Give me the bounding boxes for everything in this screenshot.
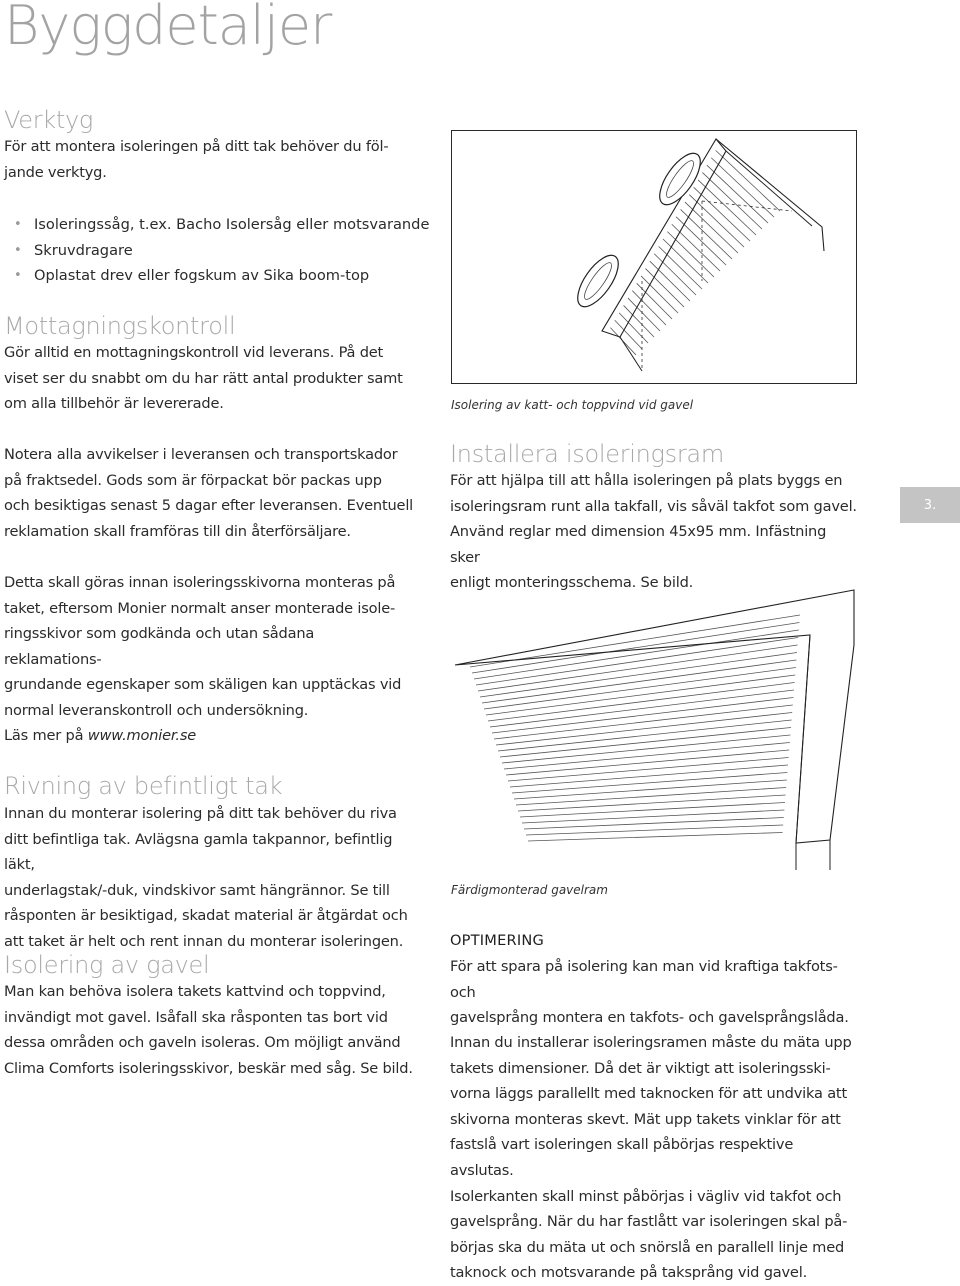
board-line — [482, 660, 796, 703]
board-line — [504, 743, 790, 770]
gable-roof-illustration — [452, 131, 856, 383]
mottagning-paragraph-1: Gör alltid en mottagningskontroll vid leverans. På det viset ser du snabbt om du har rätt antal produkter samt om alla tillbehör är levererade. — [4, 344, 403, 413]
figure-1-caption: Isolering av katt- och toppvind vid gavel — [451, 398, 694, 412]
board-line — [663, 239, 708, 283]
board-line — [650, 261, 690, 301]
board-line — [676, 217, 726, 265]
rivning-paragraph: Innan du monterar isolering på ditt tak behöver du riva ditt befintliga tak. Avlägsna gamla takpannor, befintlig läkt, underlagstak/-duk, vindskivor samt hängrännor. Se till råsponten är besiktigad, skadat material är åtgärdat och att taket är helt och rent innan du monterar isoleringen. — [4, 805, 408, 950]
board-line — [508, 758, 789, 782]
board-line — [716, 150, 780, 211]
list-item: • Isoleringssåg, t.ex. Bacho Isolersåg eller motsvarande — [14, 212, 429, 238]
gable-insulation-figure — [451, 130, 857, 384]
board-line — [702, 173, 762, 229]
board-line — [645, 269, 684, 307]
board-line — [667, 232, 714, 277]
chapter-tab: 3. — [900, 487, 960, 523]
mottagning-heading: Mottagningskontroll — [4, 312, 236, 340]
optimering-paragraph-1: För att spara på isolering kan man vid kraftiga takfots- och gavelsprång montera en takfots- och gavelsprångslåda. — [450, 958, 849, 1027]
board-line — [672, 224, 720, 271]
vent-icon — [570, 249, 626, 313]
gable-frame-illustration — [450, 585, 860, 870]
board-line — [494, 705, 793, 739]
mottagning-paragraph-2: Notera alla avvikelser i leveransen och transportskador på fraktsedel. Gods som är förpackat bör packas upp och besiktigas senast 5 dagar efter leveransen. Eventuell reklamation skall framföras till din återförsäljare. — [4, 446, 414, 540]
board-line — [698, 180, 756, 235]
board-line — [510, 765, 788, 787]
figure-2-caption: Färdigmonterad gavelram — [451, 883, 608, 897]
gavel-heading: Isolering av gavel — [4, 951, 210, 979]
board-line — [472, 623, 799, 674]
board-line — [500, 728, 791, 758]
board-line — [707, 165, 768, 223]
list-item: • Oplastat drev eller fogskum av Sika boom-top — [14, 263, 429, 289]
optimering-paragraph-2: Innan du installerar isoleringsramen måste du mäta upp takets dimensioner. Då det är viktigt att isoleringsski- vorna läggs parallellt med taknocken för att undvika att skivorna monteras skevt. Mät upp takets vinklar för att fastslå vart isoleringen skall påbörjas respektive avslutas. Isolerkanten skall minst påbörjas i vägliv vid takfot och gavelsprång. När du har fastlått var isoleringen skal på- börjas ska du mäta ut och snörslå en parallell linje med taknock och motsvarande på taksprång vid gavel. — [450, 1034, 852, 1282]
board-line — [659, 246, 702, 289]
board-line — [474, 630, 799, 679]
board-line — [520, 803, 785, 818]
read-more: Läs mer på www.monier.se — [4, 727, 197, 744]
page-title: Byggdetaljer — [4, 0, 332, 57]
board-line — [619, 313, 648, 343]
board-line — [615, 320, 642, 349]
verktyg-heading: Verktyg — [4, 106, 94, 134]
board-line — [641, 276, 678, 313]
monier-link[interactable]: www.monier.se — [87, 727, 197, 744]
board-line — [476, 638, 798, 686]
vent-icon — [652, 147, 708, 211]
tools-list — [14, 212, 429, 289]
gavel-paragraph: Man kan behöva isolera takets kattvind och toppvind, invändigt mot gavel. Isåfall ska råsponten tas bort vid dessa områden och gaveln isoleras. Om möjligt använd Clima Comforts isoleringsskivor, beskär med såg. Se bild. — [4, 983, 413, 1077]
rivning-heading: Rivning av befintligt tak — [4, 772, 283, 800]
optimering-heading: OPTIMERING — [450, 932, 544, 949]
board-line — [506, 750, 789, 775]
board-line — [624, 305, 654, 337]
board-line — [654, 254, 696, 295]
board-line — [496, 713, 792, 746]
board-line — [492, 698, 793, 734]
isoleringsram-paragraph: För att hjälpa till att hålla isoleringen på plats byggs en isoleringsram runt alla takfall, vis såväl takfot som gavel. Använd reglar med dimension 45x95 mm. Infästning sker enligt monteringsschema. Se bild. — [450, 472, 857, 592]
isoleringsram-heading: Installera isoleringsram — [450, 440, 724, 468]
mottagning-paragraph-3: Detta skall göras innan isoleringsskivorna monteras på taket, eftersom Monier normalt anser monterade isole- ringsskivor som godkända och utan sådana reklamations- grundande egenskaper som skäligen kan upptäckas vid normal leveranskontroll och undersökning. — [4, 574, 402, 719]
board-line — [518, 795, 786, 811]
list-item: • Skruvdragare — [14, 238, 429, 264]
board-line — [522, 810, 784, 823]
verktyg-intro: För att montera isoleringen på ditt tak behöver du föl- jande verktyg. — [4, 138, 389, 181]
board-line — [524, 818, 784, 830]
